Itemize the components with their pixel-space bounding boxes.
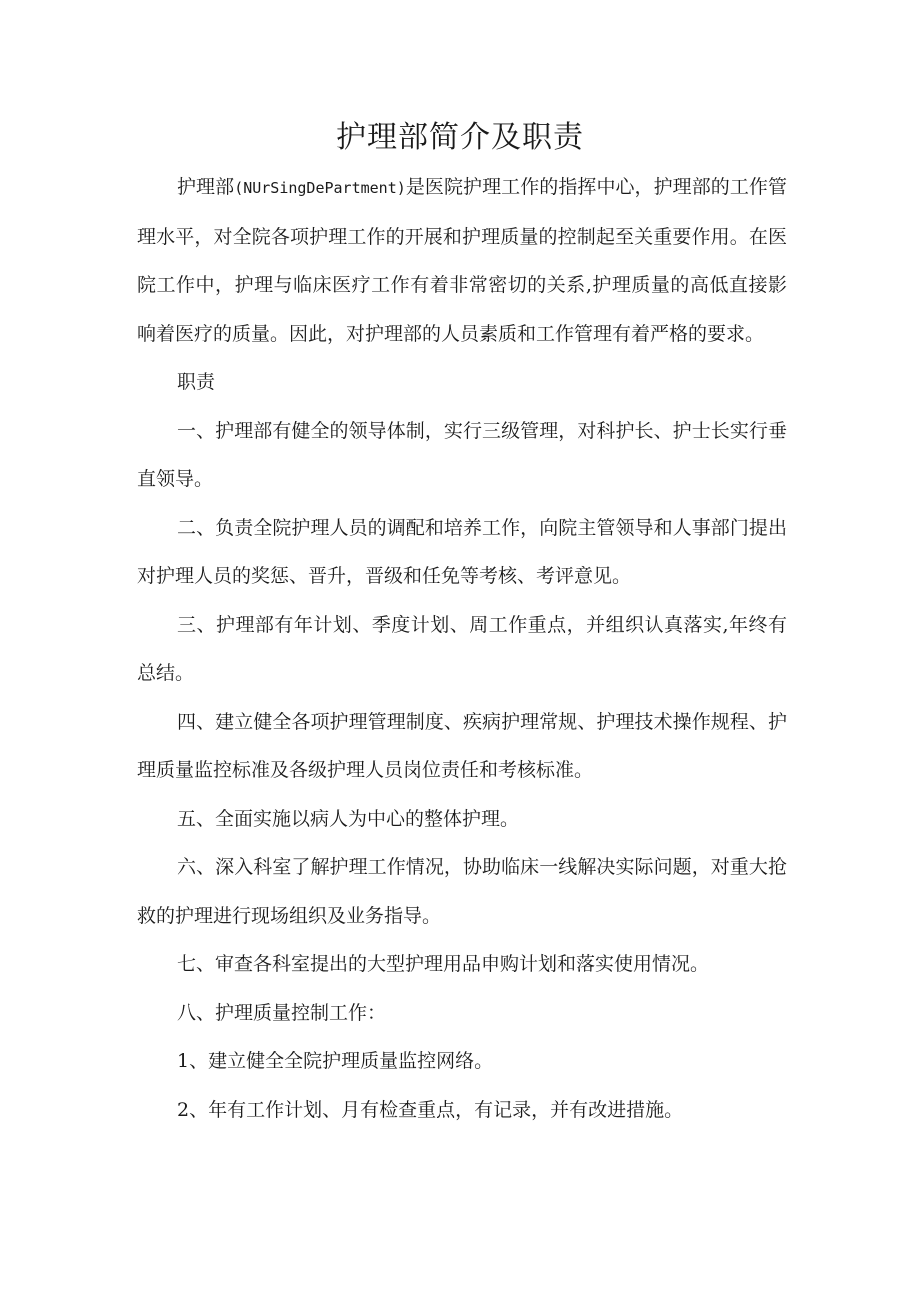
sub-item: 1、建立健全全院护理质量监控网络。 xyxy=(177,1050,494,1072)
duty-item: 二、负责全院护理人员的调配和培养工作，向院主管领导和人事部门提出对护理人员的奖惩、晋升，晋级和任免等考核、考评意见。 xyxy=(137,516,787,587)
intro-before: 护理部 xyxy=(177,176,235,198)
document-title: 护理部简介及职责 xyxy=(336,120,584,155)
intro-paragraph xyxy=(137,163,787,358)
duty-item: 四、建立健全各项护理管理制度、疾病护理常规、护理技术操作规程、护理质量监控标准及各级护理人员岗位责任和考核标准。 xyxy=(137,710,787,781)
duty-item: 一、护理部有健全的领导体制，实行三级管理，对科护长、护士长实行垂直领导。 xyxy=(137,419,787,490)
intro-latin-term: (NUrSingDePartment) xyxy=(234,179,406,197)
duty-item: 五、全面实施以病人为中心的整体护理。 xyxy=(177,807,520,830)
sub-item: 2、年有工作计划、月有检查重点，有记录，并有改进措施。 xyxy=(177,1098,684,1121)
duties-heading: 职责 xyxy=(177,371,216,393)
duty-item: 七、审查各科室提出的大型护理用品申购计划和落实使用情况。 xyxy=(177,953,710,975)
intro-after: 是医院护理工作的指挥中心，护理部的工作管理水平，对全院各项护理工作的开展和护理质量的控制起至关重要作用。在医院工作中，护理与临床医疗工作有着非常密切的关系,护理质量的高低直接影响着医疗的质量。因此，对护理部的人员素质和工作管理有着严格的要求。 xyxy=(137,176,787,345)
duty-item: 六、深入科室了解护理工作情况，协助临床一线解决实际问题，对重大抢救的护理进行现场组织及业务指导。 xyxy=(137,856,787,927)
duty-item: 三、护理部有年计划、季度计划、周工作重点，并组织认真落实,年终有总结。 xyxy=(137,613,787,684)
duty-item: 八、护理质量控制工作： xyxy=(177,1001,387,1024)
document-body xyxy=(137,163,787,1134)
